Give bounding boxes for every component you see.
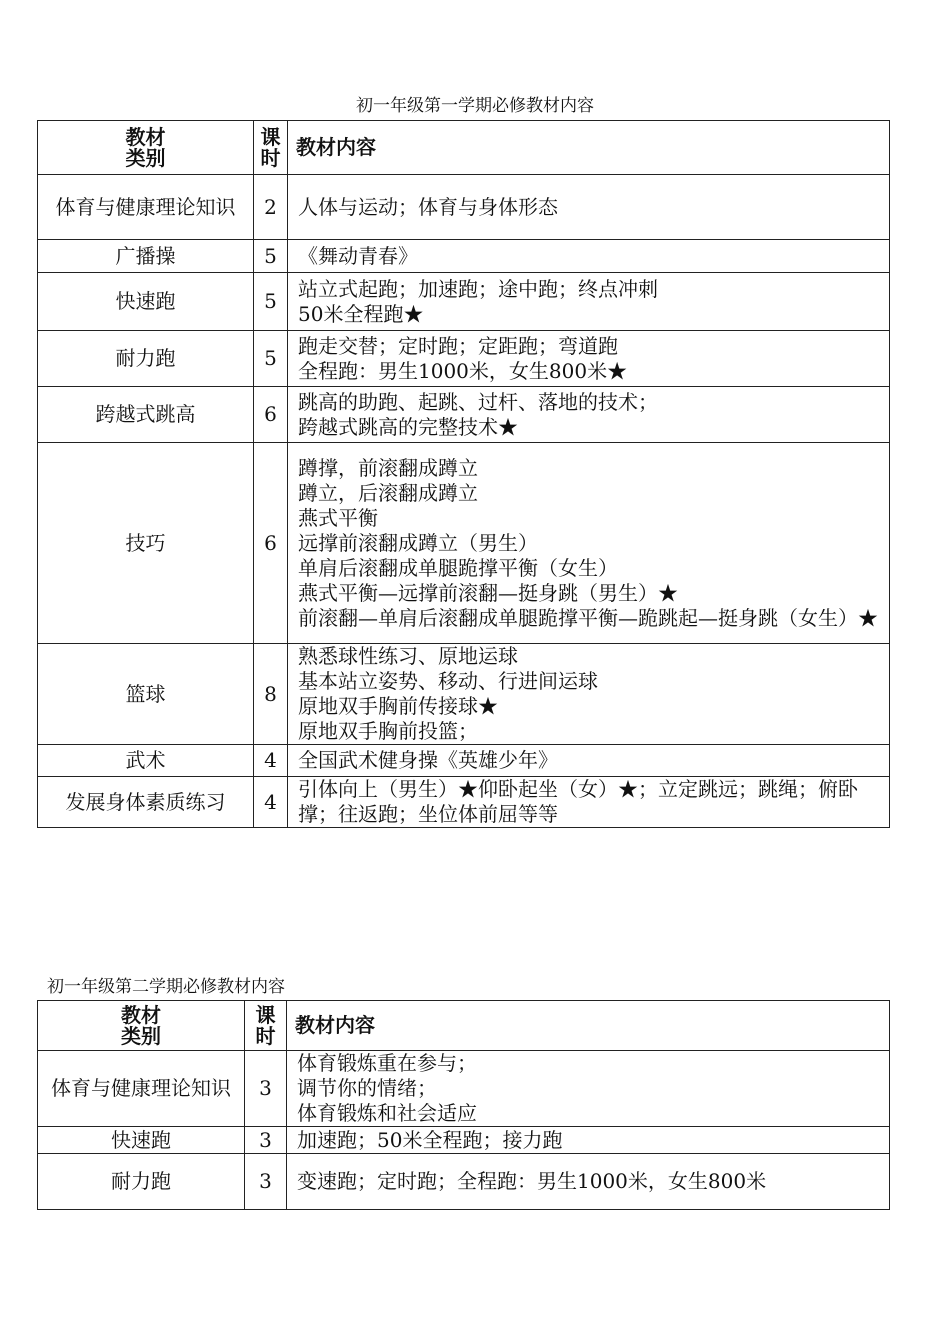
table-row bbox=[38, 1154, 890, 1210]
row-category: 技巧 bbox=[38, 443, 254, 644]
semester2-caption: 初一年级第二学期必修教材内容 bbox=[47, 977, 285, 997]
semester2-table bbox=[37, 1000, 890, 1210]
table-row bbox=[38, 777, 890, 828]
header-category: 教材 类别 bbox=[38, 1001, 245, 1051]
row-content: 站立式起跑；加速跑；途中跑；终点冲刺 50米全程跑★ bbox=[288, 273, 890, 331]
row-content: 蹲撑，前滚翻成蹲立 蹲立，后滚翻成蹲立 燕式平衡 远撑前滚翻成蹲立（男生） 单肩后滚翻成单腿跪撑平衡（女生） 燕式平衡—远撑前滚翻—挺身跳（男生）★ 前滚翻—单肩后滚翻成单腿跪撑平衡—跪跳起—挺身跳（女生）★ bbox=[288, 443, 890, 644]
table-row bbox=[38, 240, 890, 273]
header-hours: 课 时 bbox=[254, 121, 288, 175]
row-content: 跳高的助跑、起跳、过杆、落地的技术； 跨越式跳高的完整技术★ bbox=[288, 387, 890, 443]
row-category: 体育与健康理论知识 bbox=[38, 1051, 245, 1127]
row-content: 熟悉球性练习、原地运球 基本站立姿势、移动、行进间运球 原地双手胸前传接球★ 原地双手胸前投篮； bbox=[288, 644, 890, 745]
row-category: 快速跑 bbox=[38, 1127, 245, 1154]
table-row bbox=[38, 387, 890, 443]
row-content: 人体与运动；体育与身体形态 bbox=[288, 175, 890, 240]
row-content: 体育锻炼重在参与； 调节你的情绪； 体育锻炼和社会适应 bbox=[287, 1051, 890, 1127]
row-hours: 3 bbox=[245, 1051, 287, 1127]
row-content: 跑走交替；定时跑；定距跑；弯道跑 全程跑：男生1000米，女生800米★ bbox=[288, 331, 890, 387]
table-row bbox=[38, 1051, 890, 1127]
row-hours: 3 bbox=[245, 1127, 287, 1154]
semester1-table bbox=[37, 120, 890, 828]
row-hours: 3 bbox=[245, 1154, 287, 1210]
table-header-row bbox=[38, 1001, 890, 1051]
row-hours: 2 bbox=[254, 175, 288, 240]
row-category: 篮球 bbox=[38, 644, 254, 745]
table-row bbox=[38, 331, 890, 387]
row-content: 变速跑；定时跑；全程跑：男生1000米，女生800米 bbox=[287, 1154, 890, 1210]
row-content: 引体向上（男生）★仰卧起坐（女）★；立定跳远；跳绳；俯卧撑；往返跑；坐位体前屈等等 bbox=[288, 777, 890, 828]
row-category: 体育与健康理论知识 bbox=[38, 175, 254, 240]
table-row bbox=[38, 745, 890, 777]
header-content: 教材内容 bbox=[287, 1001, 890, 1051]
table-row bbox=[38, 175, 890, 240]
row-category: 耐力跑 bbox=[38, 331, 254, 387]
row-hours: 6 bbox=[254, 387, 288, 443]
header-content: 教材内容 bbox=[288, 121, 890, 175]
row-hours: 5 bbox=[254, 240, 288, 273]
table-row bbox=[38, 443, 890, 644]
header-hours: 课 时 bbox=[245, 1001, 287, 1051]
row-hours: 4 bbox=[254, 777, 288, 828]
row-content: 《舞动青春》 bbox=[288, 240, 890, 273]
table-row bbox=[38, 644, 890, 745]
row-content: 加速跑；50米全程跑；接力跑 bbox=[287, 1127, 890, 1154]
row-hours: 5 bbox=[254, 273, 288, 331]
row-hours: 6 bbox=[254, 443, 288, 644]
row-hours: 8 bbox=[254, 644, 288, 745]
row-hours: 4 bbox=[254, 745, 288, 777]
header-category: 教材 类别 bbox=[38, 121, 254, 175]
row-category: 广播操 bbox=[38, 240, 254, 273]
row-category: 武术 bbox=[38, 745, 254, 777]
row-content: 全国武术健身操《英雄少年》 bbox=[288, 745, 890, 777]
row-category: 快速跑 bbox=[38, 273, 254, 331]
table-header-row bbox=[38, 121, 890, 175]
row-hours: 5 bbox=[254, 331, 288, 387]
row-category: 跨越式跳高 bbox=[38, 387, 254, 443]
row-category: 耐力跑 bbox=[38, 1154, 245, 1210]
table-row bbox=[38, 1127, 890, 1154]
table-row bbox=[38, 273, 890, 331]
row-category: 发展身体素质练习 bbox=[38, 777, 254, 828]
semester1-caption: 初一年级第一学期必修教材内容 bbox=[356, 96, 594, 116]
